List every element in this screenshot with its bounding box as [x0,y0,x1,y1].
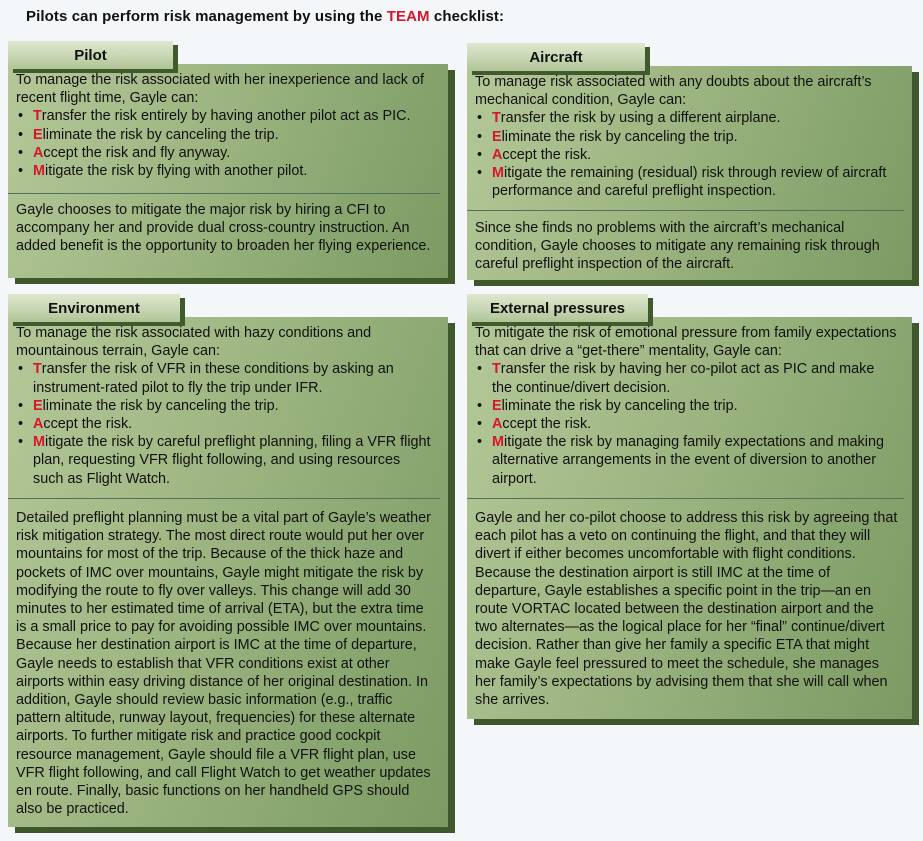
bullet-icon: • [477,397,483,414]
aircraft-decision [475,219,898,274]
list-item [475,360,898,396]
environment-panel [8,294,448,827]
list-item [475,397,898,415]
team-text: itigate the remaining (residual) risk through review of aircraft performance and careful preflight inspection. [492,165,887,200]
aircraft-title: Aircraft [529,48,583,66]
environment-title: Environment [48,299,140,317]
aircraft-team-list [475,109,898,200]
environment-team-list [16,360,434,487]
external-intro: To mitigate the risk of emotional pressure from family expectations that can drive a “get-there” mentality, Gayle can: [475,325,897,360]
bullet-icon: • [477,128,483,145]
team-text: liminate the risk by canceling the trip. [501,128,738,145]
team-letter: M [492,165,504,182]
team-text: liminate the risk by canceling the trip. [501,397,738,414]
team-letter: E [492,128,502,145]
environment-intro: To manage the risk associated with hazy conditions and mountainous terrain, Gayle can: [16,325,372,360]
environment-card [8,317,448,827]
pilot-team-list [16,107,434,180]
aircraft-intro: To manage risk associated with any doubts about the aircraft’s mechanical condition, Gayle can: [475,74,872,109]
environment-conclusion: Detailed preflight planning must be a vital part of Gayle’s weather risk mitigation strategy. The most direct route would put her over mountains for most of the trip. Because of the thick haze and pockets of IMC over mountains, Gayle might mitigate the risk by modifying the route to fly over valleys. This change will add 30 minutes to her estimated time of arrival (ETA), but the extra time is a small price to pay for avoiding possible IMC over mountains. Because her destination airport is IMC at the time of departure, Gayle needs to establish that VFR conditions exist at other airports within easy driving distance of her original destination. In addition, Gayle should review basic information (e.g., traffic pattern altitude, runway layout, frequencies) for these alternate airports. To further mitigate risk and practice good cockpit resource management, Gayle should file a VFR flight plan, use VFR flight following, and call Flight Watch to get weather updates en route. Finally, basic functions on her handheld GPS should also be practiced. [16,510,431,818]
list-item [475,164,898,200]
team-letter: M [492,434,504,451]
team-letter: T [33,108,42,125]
aircraft-conclusion: Since she finds no problems with the aircraft’s mechanical condition, Gayle chooses to mitigate any remaining risk through careful preflight inspection of the aircraft. [475,220,880,273]
team-letter: T [492,361,501,378]
pilot-title: Pilot [74,46,107,64]
team-text: itigate the risk by flying with another pilot. [45,163,308,180]
team-letter: T [33,361,42,378]
bullet-icon: • [18,126,24,143]
bullet-icon: • [477,146,483,163]
aircraft-tab [467,43,645,71]
pilot-conclusion: Gayle chooses to mitigate the major risk by hiring a CFI to accompany her and provide dual cross-country instruction. An added benefit is the opportunity to broaden her flying experience. [16,202,431,255]
team-letter: M [33,163,45,180]
team-text: ccept the risk and fly anyway. [43,144,231,161]
team-text: itigate the risk by managing family expectations and making alternative arrangements in the event of diversion to another airport. [492,434,884,487]
bullet-icon: • [477,416,483,433]
team-text: ransfer the risk by using a different airplane. [500,110,781,127]
team-text: itigate the risk by careful preflight planning, filing a VFR flight plan, requesting VFR flight following, and using resources such as Flight Watch. [33,434,431,487]
team-letter: A [492,416,503,433]
list-item [475,433,898,488]
pilot-options [16,71,434,180]
pilot-card [8,64,448,278]
aircraft-panel [467,43,912,280]
pilot-divider [8,193,440,194]
pilot-tab [8,41,173,69]
bullet-icon: • [477,361,483,378]
page-title [26,8,504,25]
aircraft-divider [467,210,904,211]
list-item [16,107,434,125]
bullet-icon: • [477,110,483,127]
pilot-intro: To manage the risk associated with her inexperience and lack of recent flight time, Gayle can: [16,72,424,107]
environment-divider [8,498,440,499]
pilot-decision [16,201,434,256]
bullet-icon: • [18,361,24,378]
team-text: ccept the risk. [502,146,592,163]
list-item [16,433,434,488]
environment-tab [8,294,180,322]
list-item [475,128,898,146]
team-text: ransfer the risk entirely by having another pilot act as PIC. [41,108,411,125]
bullet-icon: • [18,163,24,180]
list-item [16,397,434,415]
bullet-icon: • [18,434,24,451]
team-letter: M [33,434,45,451]
aircraft-card [467,66,912,280]
team-text: ccept the risk. [43,416,133,433]
team-text: liminate the risk by canceling the trip. [42,126,279,143]
list-item [475,109,898,127]
team-text: ransfer the risk by having her co-pilot act as PIC and make the continue/divert decision. [492,361,875,396]
environment-options [16,324,434,488]
team-text: ccept the risk. [502,416,592,433]
team-letter: E [33,397,43,414]
external-options [475,324,898,488]
external-title: External pressures [489,299,626,317]
bullet-icon: • [18,108,24,125]
team-letter: E [33,126,43,143]
bullet-icon: • [18,416,24,433]
bullet-icon: • [477,434,483,451]
title-highlight: TEAM [386,8,430,25]
external-divider [467,498,904,499]
list-item [16,162,434,180]
list-item [16,144,434,162]
title-suffix: checklist: [429,8,505,25]
team-letter: A [33,416,44,433]
external-panel [467,294,912,719]
list-item [16,126,434,144]
bullet-icon: • [18,144,24,161]
team-text: liminate the risk by canceling the trip. [42,397,279,414]
team-letter: E [492,397,502,414]
bullet-icon: • [18,397,24,414]
external-tab [467,294,648,322]
team-letter: A [492,146,503,163]
aircraft-options [475,73,898,200]
external-conclusion: Gayle and her co-pilot choose to address this risk by agreeing that each pilot has a veto on continuing the flight, and that they will divert if either becomes uncomfortable with flight conditions. Because the destination airport is still IMC at the time of departure, Gayle establishes a specific point in the trip—an en route VORTAC located between the destination airport and the two alternates—as the logical place for her “final” continue/divert decision. Rather than give her family a specific ETA that might make Gayle feel pressured to meet the schedule, she manages her family’s expectations by advising them that she will call when she arrives. [475,510,898,709]
title-prefix: Pilots can perform risk management by using the [26,8,387,25]
team-text: ransfer the risk of VFR in these conditions by asking an instrument-rated pilot to fly the trip under IFR. [33,361,394,396]
list-item [16,360,434,396]
environment-decision [16,509,434,818]
team-letter: T [492,110,501,127]
list-item [475,415,898,433]
list-item [475,146,898,164]
external-card [467,317,912,719]
bullet-icon: • [477,165,483,182]
pilot-panel [8,41,448,278]
external-team-list [475,360,898,487]
list-item [16,415,434,433]
team-letter: A [33,144,44,161]
external-decision [475,509,898,709]
